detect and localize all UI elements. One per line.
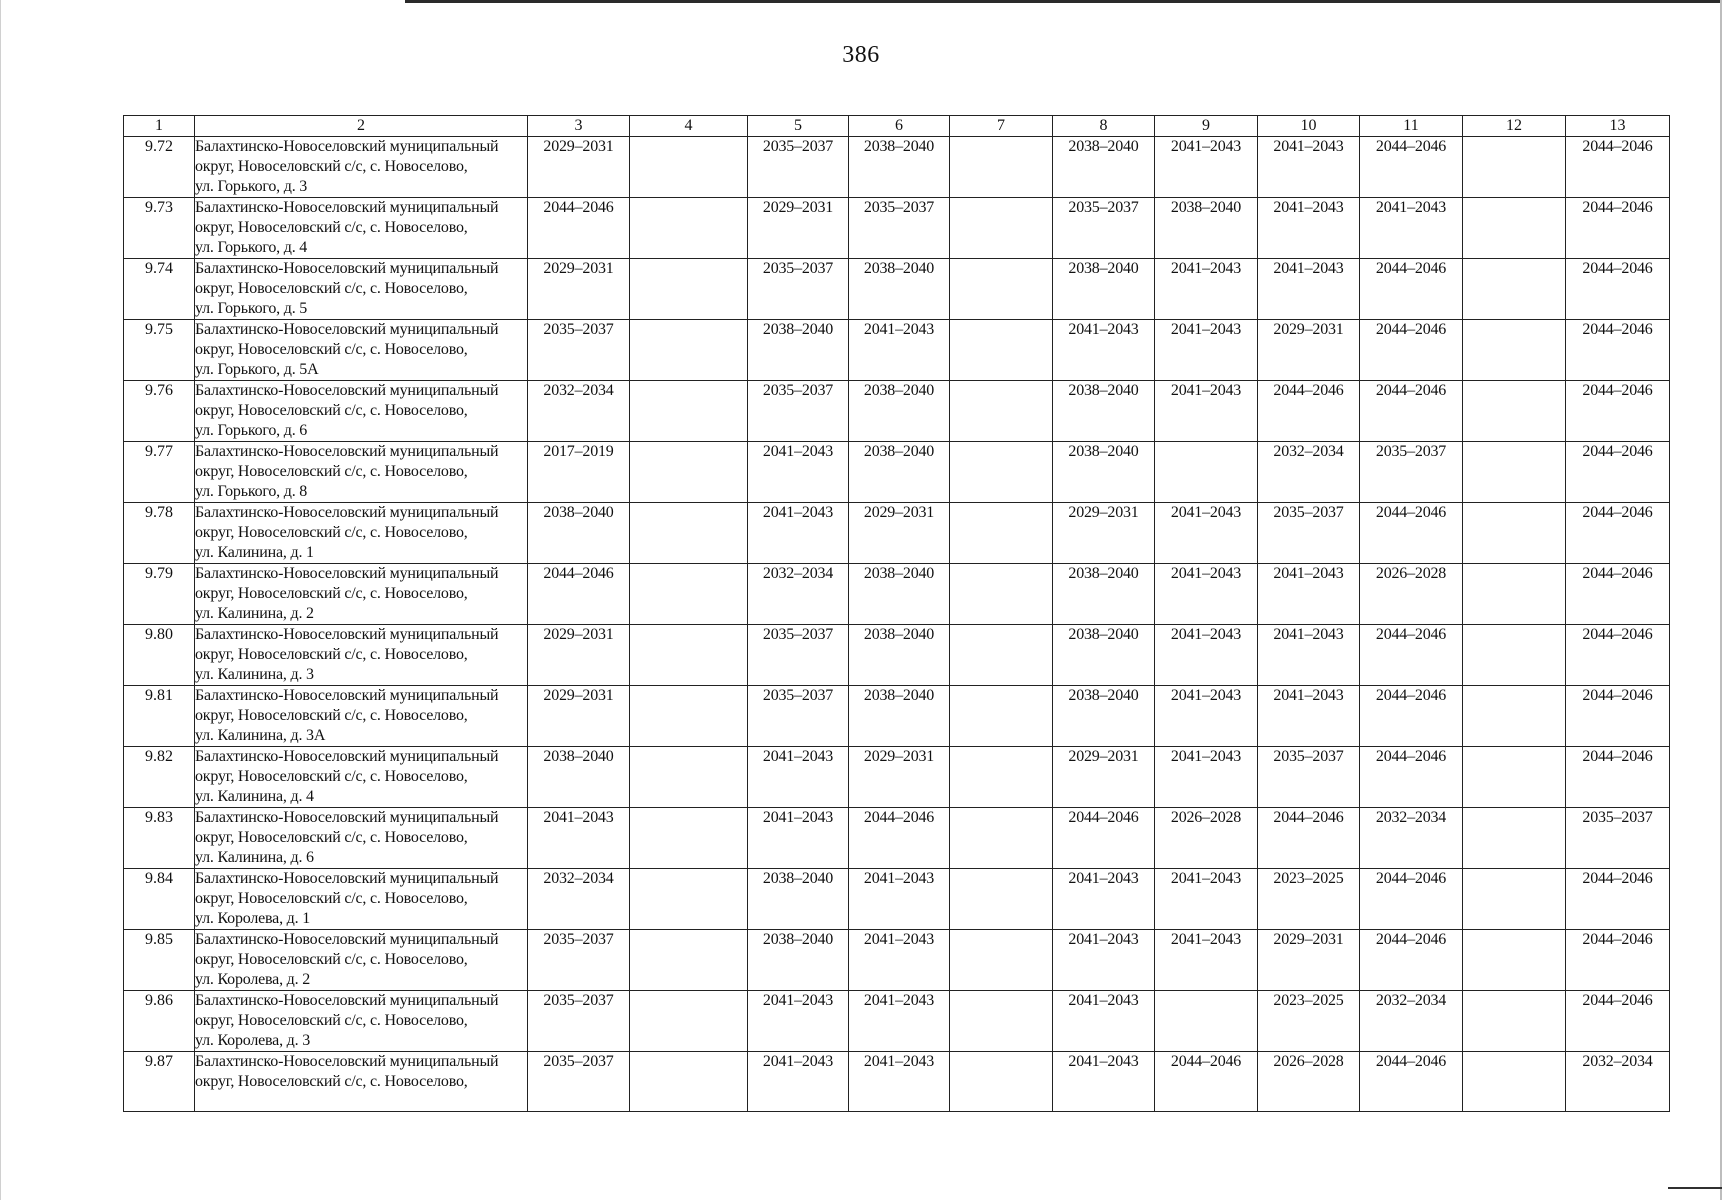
address-line: округ, Новоселовский с/с, с. Новоселово, bbox=[195, 402, 468, 419]
table-row bbox=[124, 198, 1670, 259]
period-cell-c11: 2044–2046 bbox=[1360, 625, 1463, 686]
address-line: ул. Горького, д. 6 bbox=[195, 422, 308, 439]
period-cell-c5: 2035–2037 bbox=[748, 381, 849, 442]
period-cell-c11: 2044–2046 bbox=[1360, 686, 1463, 747]
period-cell-c7 bbox=[950, 808, 1053, 869]
period-cell-c3: 2032–2034 bbox=[528, 381, 630, 442]
period-cell-c7 bbox=[950, 1052, 1053, 1112]
column-header-12: 12 bbox=[1463, 116, 1566, 137]
address-cell bbox=[195, 381, 528, 442]
period-cell-c6: 2038–2040 bbox=[849, 442, 950, 503]
period-cell-c3: 2035–2037 bbox=[528, 1052, 630, 1112]
period-cell-c5: 2035–2037 bbox=[748, 137, 849, 198]
address-line: Балахтинско-Новоселовский муниципальный bbox=[195, 748, 499, 765]
period-cell-c5: 2041–2043 bbox=[748, 442, 849, 503]
address-line: ул. Калинина, д. 6 bbox=[195, 849, 314, 866]
row-number-cell: 9.84 bbox=[124, 869, 195, 930]
column-header-2: 2 bbox=[195, 116, 528, 137]
address-line: ул. Королева, д. 1 bbox=[195, 910, 311, 927]
period-cell-c12 bbox=[1463, 808, 1566, 869]
table-row bbox=[124, 625, 1670, 686]
period-cell-c8: 2041–2043 bbox=[1053, 930, 1155, 991]
period-cell-c7 bbox=[950, 259, 1053, 320]
address-line: Балахтинско-Новоселовский муниципальный bbox=[195, 382, 499, 399]
column-header-8: 8 bbox=[1053, 116, 1155, 137]
row-number-cell: 9.81 bbox=[124, 686, 195, 747]
row-number-cell: 9.75 bbox=[124, 320, 195, 381]
table-row bbox=[124, 991, 1670, 1052]
period-cell-c5: 2041–2043 bbox=[748, 1052, 849, 1112]
address-line: Балахтинско-Новоселовский муниципальный bbox=[195, 443, 499, 460]
period-cell-c6: 2029–2031 bbox=[849, 503, 950, 564]
period-cell-c7 bbox=[950, 137, 1053, 198]
period-cell-c7 bbox=[950, 625, 1053, 686]
period-cell-c9: 2041–2043 bbox=[1155, 564, 1258, 625]
period-cell-c4 bbox=[630, 381, 748, 442]
period-cell-c13: 2044–2046 bbox=[1566, 503, 1670, 564]
period-cell-c11: 2044–2046 bbox=[1360, 869, 1463, 930]
period-cell-c4 bbox=[630, 991, 748, 1052]
period-cell-c9 bbox=[1155, 442, 1258, 503]
period-cell-c9: 2041–2043 bbox=[1155, 381, 1258, 442]
period-cell-c8: 2041–2043 bbox=[1053, 991, 1155, 1052]
period-cell-c4 bbox=[630, 1052, 748, 1112]
period-cell-c7 bbox=[950, 564, 1053, 625]
period-cell-c5: 2041–2043 bbox=[748, 991, 849, 1052]
period-cell-c5: 2035–2037 bbox=[748, 259, 849, 320]
period-cell-c13: 2044–2046 bbox=[1566, 259, 1670, 320]
address-line: ул. Калинина, д. 1 bbox=[195, 544, 314, 561]
period-cell-c9: 2041–2043 bbox=[1155, 259, 1258, 320]
period-cell-c10: 2041–2043 bbox=[1258, 137, 1360, 198]
period-cell-c11: 2044–2046 bbox=[1360, 259, 1463, 320]
period-cell-c5: 2029–2031 bbox=[748, 198, 849, 259]
period-cell-c8: 2035–2037 bbox=[1053, 198, 1155, 259]
period-cell-c13: 2044–2046 bbox=[1566, 930, 1670, 991]
period-cell-c10: 2029–2031 bbox=[1258, 930, 1360, 991]
period-cell-c13: 2032–2034 bbox=[1566, 1052, 1670, 1112]
period-cell-c7 bbox=[950, 503, 1053, 564]
period-cell-c7 bbox=[950, 686, 1053, 747]
address-cell bbox=[195, 808, 528, 869]
row-number-cell: 9.86 bbox=[124, 991, 195, 1052]
column-header-1: 1 bbox=[124, 116, 195, 137]
period-cell-c8: 2038–2040 bbox=[1053, 625, 1155, 686]
period-cell-c8: 2029–2031 bbox=[1053, 503, 1155, 564]
period-cell-c12 bbox=[1463, 503, 1566, 564]
period-cell-c10: 2041–2043 bbox=[1258, 625, 1360, 686]
address-line: округ, Новоселовский с/с, с. Новоселово, bbox=[195, 585, 468, 602]
address-cell bbox=[195, 198, 528, 259]
address-cell bbox=[195, 442, 528, 503]
period-cell-c4 bbox=[630, 320, 748, 381]
column-header-11: 11 bbox=[1360, 116, 1463, 137]
table-row bbox=[124, 1052, 1670, 1112]
period-cell-c9: 2044–2046 bbox=[1155, 1052, 1258, 1112]
period-cell-c8: 2038–2040 bbox=[1053, 137, 1155, 198]
period-cell-c9: 2041–2043 bbox=[1155, 625, 1258, 686]
address-line: ул. Горького, д. 5А bbox=[195, 361, 319, 378]
period-cell-c11: 2044–2046 bbox=[1360, 381, 1463, 442]
period-cell-c12 bbox=[1463, 137, 1566, 198]
period-cell-c8: 2038–2040 bbox=[1053, 686, 1155, 747]
period-cell-c10: 2041–2043 bbox=[1258, 686, 1360, 747]
column-header-6: 6 bbox=[849, 116, 950, 137]
period-cell-c4 bbox=[630, 198, 748, 259]
period-cell-c6: 2044–2046 bbox=[849, 808, 950, 869]
period-cell-c3: 2017–2019 bbox=[528, 442, 630, 503]
address-line: ул. Королева, д. 3 bbox=[195, 1032, 311, 1049]
period-cell-c13: 2044–2046 bbox=[1566, 381, 1670, 442]
address-line: Балахтинско-Новоселовский муниципальный bbox=[195, 931, 499, 948]
row-number-cell: 9.74 bbox=[124, 259, 195, 320]
period-cell-c3: 2029–2031 bbox=[528, 625, 630, 686]
row-number-cell: 9.72 bbox=[124, 137, 195, 198]
table-row bbox=[124, 259, 1670, 320]
address-line: Балахтинско-Новоселовский муниципальный bbox=[195, 260, 499, 277]
period-cell-c12 bbox=[1463, 381, 1566, 442]
period-cell-c12 bbox=[1463, 259, 1566, 320]
period-cell-c3: 2044–2046 bbox=[528, 198, 630, 259]
period-cell-c8: 2038–2040 bbox=[1053, 381, 1155, 442]
period-cell-c13: 2044–2046 bbox=[1566, 625, 1670, 686]
period-cell-c10: 2023–2025 bbox=[1258, 991, 1360, 1052]
address-line: округ, Новоселовский с/с, с. Новоселово, bbox=[195, 463, 468, 480]
period-cell-c6: 2041–2043 bbox=[849, 991, 950, 1052]
period-cell-c11: 2044–2046 bbox=[1360, 137, 1463, 198]
period-cell-c3: 2029–2031 bbox=[528, 686, 630, 747]
address-cell bbox=[195, 564, 528, 625]
period-cell-c6: 2038–2040 bbox=[849, 137, 950, 198]
period-cell-c6: 2035–2037 bbox=[849, 198, 950, 259]
address-line: округ, Новоселовский с/с, с. Новоселово, bbox=[195, 524, 468, 541]
period-cell-c6: 2038–2040 bbox=[849, 564, 950, 625]
period-cell-c7 bbox=[950, 198, 1053, 259]
period-cell-c9: 2041–2043 bbox=[1155, 869, 1258, 930]
period-cell-c10: 2026–2028 bbox=[1258, 1052, 1360, 1112]
table-row bbox=[124, 869, 1670, 930]
address-cell bbox=[195, 930, 528, 991]
table-row bbox=[124, 808, 1670, 869]
address-line: округ, Новоселовский с/с, с. Новоселово, bbox=[195, 951, 468, 968]
period-cell-c10: 2041–2043 bbox=[1258, 259, 1360, 320]
column-header-5: 5 bbox=[748, 116, 849, 137]
period-cell-c10: 2044–2046 bbox=[1258, 381, 1360, 442]
address-line: Балахтинско-Новоселовский муниципальный bbox=[195, 504, 499, 521]
column-header-3: 3 bbox=[528, 116, 630, 137]
period-cell-c13: 2044–2046 bbox=[1566, 869, 1670, 930]
period-cell-c12 bbox=[1463, 198, 1566, 259]
address-line: округ, Новоселовский с/с, с. Новоселово, bbox=[195, 1073, 468, 1090]
period-cell-c12 bbox=[1463, 625, 1566, 686]
period-cell-c9: 2041–2043 bbox=[1155, 320, 1258, 381]
header-row bbox=[124, 116, 1670, 137]
period-cell-c6: 2038–2040 bbox=[849, 686, 950, 747]
address-line: ул. Калинина, д. 3А bbox=[195, 727, 326, 744]
address-line: Балахтинско-Новоселовский муниципальный bbox=[195, 1053, 499, 1070]
period-cell-c9: 2026–2028 bbox=[1155, 808, 1258, 869]
period-cell-c6: 2041–2043 bbox=[849, 930, 950, 991]
address-cell bbox=[195, 1052, 528, 1112]
row-number-cell: 9.83 bbox=[124, 808, 195, 869]
table-row bbox=[124, 747, 1670, 808]
address-line: Балахтинско-Новоселовский муниципальный bbox=[195, 809, 499, 826]
period-cell-c5: 2038–2040 bbox=[748, 320, 849, 381]
address-cell bbox=[195, 991, 528, 1052]
address-line: ул. Калинина, д. 4 bbox=[195, 788, 314, 805]
address-line: Балахтинско-Новоселовский муниципальный bbox=[195, 992, 499, 1009]
address-line: ул. Горького, д. 3 bbox=[195, 178, 308, 195]
address-line: округ, Новоселовский с/с, с. Новоселово, bbox=[195, 646, 468, 663]
period-cell-c12 bbox=[1463, 686, 1566, 747]
table-row bbox=[124, 686, 1670, 747]
period-cell-c4 bbox=[630, 747, 748, 808]
column-header-10: 10 bbox=[1258, 116, 1360, 137]
period-cell-c10: 2032–2034 bbox=[1258, 442, 1360, 503]
address-line: ул. Горького, д. 4 bbox=[195, 239, 308, 256]
address-line: ул. Горького, д. 5 bbox=[195, 300, 308, 317]
period-cell-c11: 2044–2046 bbox=[1360, 320, 1463, 381]
period-cell-c3: 2038–2040 bbox=[528, 747, 630, 808]
period-cell-c4 bbox=[630, 137, 748, 198]
row-number-cell: 9.87 bbox=[124, 1052, 195, 1112]
period-cell-c3: 2035–2037 bbox=[528, 320, 630, 381]
table-row bbox=[124, 564, 1670, 625]
scan-edge-left bbox=[0, 0, 1, 1200]
period-cell-c7 bbox=[950, 320, 1053, 381]
period-cell-c5: 2035–2037 bbox=[748, 625, 849, 686]
period-cell-c10: 2023–2025 bbox=[1258, 869, 1360, 930]
period-cell-c13: 2035–2037 bbox=[1566, 808, 1670, 869]
column-header-9: 9 bbox=[1155, 116, 1258, 137]
table-row bbox=[124, 930, 1670, 991]
period-cell-c4 bbox=[630, 808, 748, 869]
row-number-cell: 9.85 bbox=[124, 930, 195, 991]
period-cell-c8: 2029–2031 bbox=[1053, 747, 1155, 808]
period-cell-c11: 2044–2046 bbox=[1360, 747, 1463, 808]
row-number-cell: 9.76 bbox=[124, 381, 195, 442]
schedule-table bbox=[123, 115, 1670, 1112]
period-cell-c10: 2029–2031 bbox=[1258, 320, 1360, 381]
address-line: округ, Новоселовский с/с, с. Новоселово, bbox=[195, 707, 468, 724]
period-cell-c7 bbox=[950, 930, 1053, 991]
column-header-4: 4 bbox=[630, 116, 748, 137]
period-cell-c7 bbox=[950, 442, 1053, 503]
address-cell bbox=[195, 503, 528, 564]
period-cell-c9: 2041–2043 bbox=[1155, 137, 1258, 198]
period-cell-c8: 2041–2043 bbox=[1053, 869, 1155, 930]
address-line: округ, Новоселовский с/с, с. Новоселово, bbox=[195, 890, 468, 907]
period-cell-c5: 2041–2043 bbox=[748, 747, 849, 808]
table-row bbox=[124, 137, 1670, 198]
period-cell-c10: 2035–2037 bbox=[1258, 747, 1360, 808]
period-cell-c3: 2035–2037 bbox=[528, 991, 630, 1052]
period-cell-c5: 2035–2037 bbox=[748, 686, 849, 747]
period-cell-c13: 2044–2046 bbox=[1566, 991, 1670, 1052]
table-row bbox=[124, 381, 1670, 442]
period-cell-c12 bbox=[1463, 869, 1566, 930]
address-line: Балахтинско-Новоселовский муниципальный bbox=[195, 321, 499, 338]
period-cell-c12 bbox=[1463, 991, 1566, 1052]
address-line: округ, Новоселовский с/с, с. Новоселово, bbox=[195, 768, 468, 785]
address-line: ул. Калинина, д. 3 bbox=[195, 666, 314, 683]
address-line: округ, Новоселовский с/с, с. Новоселово, bbox=[195, 341, 468, 358]
period-cell-c6: 2041–2043 bbox=[849, 869, 950, 930]
address-line: Балахтинско-Новоселовский муниципальный bbox=[195, 565, 499, 582]
address-line: Балахтинско-Новоселовский муниципальный bbox=[195, 626, 499, 643]
row-number-cell: 9.79 bbox=[124, 564, 195, 625]
period-cell-c6: 2041–2043 bbox=[849, 320, 950, 381]
period-cell-c7 bbox=[950, 869, 1053, 930]
period-cell-c7 bbox=[950, 381, 1053, 442]
address-line: ул. Горького, д. 8 bbox=[195, 483, 308, 500]
address-cell bbox=[195, 869, 528, 930]
period-cell-c9 bbox=[1155, 991, 1258, 1052]
period-cell-c6: 2038–2040 bbox=[849, 259, 950, 320]
period-cell-c9: 2038–2040 bbox=[1155, 198, 1258, 259]
table-row bbox=[124, 442, 1670, 503]
address-line: округ, Новоселовский с/с, с. Новоселово, bbox=[195, 158, 468, 175]
period-cell-c11: 2044–2046 bbox=[1360, 930, 1463, 991]
period-cell-c12 bbox=[1463, 1052, 1566, 1112]
period-cell-c5: 2038–2040 bbox=[748, 930, 849, 991]
period-cell-c12 bbox=[1463, 320, 1566, 381]
period-cell-c4 bbox=[630, 625, 748, 686]
address-line: округ, Новоселовский с/с, с. Новоселово, bbox=[195, 219, 468, 236]
scan-edge-top bbox=[405, 0, 1722, 3]
period-cell-c8: 2038–2040 bbox=[1053, 259, 1155, 320]
period-cell-c11: 2041–2043 bbox=[1360, 198, 1463, 259]
period-cell-c13: 2044–2046 bbox=[1566, 686, 1670, 747]
address-cell bbox=[195, 747, 528, 808]
period-cell-c7 bbox=[950, 747, 1053, 808]
period-cell-c8: 2038–2040 bbox=[1053, 564, 1155, 625]
address-line: округ, Новоселовский с/с, с. Новоселово, bbox=[195, 1012, 468, 1029]
address-line: округ, Новоселовский с/с, с. Новоселово, bbox=[195, 280, 468, 297]
period-cell-c13: 2044–2046 bbox=[1566, 564, 1670, 625]
period-cell-c8: 2038–2040 bbox=[1053, 442, 1155, 503]
period-cell-c3: 2035–2037 bbox=[528, 930, 630, 991]
period-cell-c4 bbox=[630, 442, 748, 503]
address-line: Балахтинско-Новоселовский муниципальный bbox=[195, 687, 499, 704]
row-number-cell: 9.80 bbox=[124, 625, 195, 686]
period-cell-c11: 2044–2046 bbox=[1360, 1052, 1463, 1112]
period-cell-c4 bbox=[630, 686, 748, 747]
period-cell-c13: 2044–2046 bbox=[1566, 137, 1670, 198]
period-cell-c10: 2044–2046 bbox=[1258, 808, 1360, 869]
period-cell-c13: 2044–2046 bbox=[1566, 442, 1670, 503]
period-cell-c13: 2044–2046 bbox=[1566, 198, 1670, 259]
period-cell-c5: 2041–2043 bbox=[748, 808, 849, 869]
address-line: Балахтинско-Новоселовский муниципальный bbox=[195, 199, 499, 216]
address-line: Балахтинско-Новоселовский муниципальный bbox=[195, 138, 499, 155]
address-line: ул. Королева, д. 2 bbox=[195, 971, 311, 988]
period-cell-c5: 2038–2040 bbox=[748, 869, 849, 930]
address-cell bbox=[195, 686, 528, 747]
period-cell-c12 bbox=[1463, 747, 1566, 808]
row-number-cell: 9.77 bbox=[124, 442, 195, 503]
period-cell-c13: 2044–2046 bbox=[1566, 747, 1670, 808]
period-cell-c6: 2038–2040 bbox=[849, 381, 950, 442]
period-cell-c12 bbox=[1463, 930, 1566, 991]
row-number-cell: 9.82 bbox=[124, 747, 195, 808]
period-cell-c5: 2032–2034 bbox=[748, 564, 849, 625]
period-cell-c10: 2035–2037 bbox=[1258, 503, 1360, 564]
period-cell-c12 bbox=[1463, 564, 1566, 625]
period-cell-c9: 2041–2043 bbox=[1155, 503, 1258, 564]
period-cell-c4 bbox=[630, 259, 748, 320]
address-cell bbox=[195, 625, 528, 686]
period-cell-c6: 2041–2043 bbox=[849, 1052, 950, 1112]
period-cell-c7 bbox=[950, 991, 1053, 1052]
period-cell-c3: 2038–2040 bbox=[528, 503, 630, 564]
period-cell-c12 bbox=[1463, 442, 1566, 503]
period-cell-c4 bbox=[630, 869, 748, 930]
period-cell-c3: 2029–2031 bbox=[528, 259, 630, 320]
address-line: округ, Новоселовский с/с, с. Новоселово, bbox=[195, 829, 468, 846]
period-cell-c9: 2041–2043 bbox=[1155, 747, 1258, 808]
period-cell-c3: 2032–2034 bbox=[528, 869, 630, 930]
page-number: 386 bbox=[842, 42, 880, 68]
address-line: ул. Калинина, д. 2 bbox=[195, 605, 314, 622]
period-cell-c11: 2035–2037 bbox=[1360, 442, 1463, 503]
period-cell-c11: 2044–2046 bbox=[1360, 503, 1463, 564]
period-cell-c5: 2041–2043 bbox=[748, 503, 849, 564]
table-row bbox=[124, 320, 1670, 381]
period-cell-c4 bbox=[630, 564, 748, 625]
period-cell-c13: 2044–2046 bbox=[1566, 320, 1670, 381]
period-cell-c11: 2032–2034 bbox=[1360, 808, 1463, 869]
period-cell-c10: 2041–2043 bbox=[1258, 198, 1360, 259]
period-cell-c4 bbox=[630, 930, 748, 991]
row-number-cell: 9.78 bbox=[124, 503, 195, 564]
address-cell bbox=[195, 320, 528, 381]
period-cell-c10: 2041–2043 bbox=[1258, 564, 1360, 625]
period-cell-c9: 2041–2043 bbox=[1155, 930, 1258, 991]
table-body bbox=[124, 137, 1670, 1112]
column-header-13: 13 bbox=[1566, 116, 1670, 137]
period-cell-c3: 2041–2043 bbox=[528, 808, 630, 869]
period-cell-c8: 2041–2043 bbox=[1053, 1052, 1155, 1112]
period-cell-c6: 2038–2040 bbox=[849, 625, 950, 686]
period-cell-c4 bbox=[630, 503, 748, 564]
scan-edge-bottom-mark bbox=[1668, 1187, 1722, 1189]
address-cell bbox=[195, 259, 528, 320]
period-cell-c6: 2029–2031 bbox=[849, 747, 950, 808]
period-cell-c9: 2041–2043 bbox=[1155, 686, 1258, 747]
period-cell-c11: 2032–2034 bbox=[1360, 991, 1463, 1052]
period-cell-c11: 2026–2028 bbox=[1360, 564, 1463, 625]
address-line: Балахтинско-Новоселовский муниципальный bbox=[195, 870, 499, 887]
table-header bbox=[124, 116, 1670, 137]
period-cell-c8: 2044–2046 bbox=[1053, 808, 1155, 869]
table-row bbox=[124, 503, 1670, 564]
address-cell bbox=[195, 137, 528, 198]
period-cell-c8: 2041–2043 bbox=[1053, 320, 1155, 381]
period-cell-c3: 2029–2031 bbox=[528, 137, 630, 198]
row-number-cell: 9.73 bbox=[124, 198, 195, 259]
period-cell-c3: 2044–2046 bbox=[528, 564, 630, 625]
column-header-7: 7 bbox=[950, 116, 1053, 137]
